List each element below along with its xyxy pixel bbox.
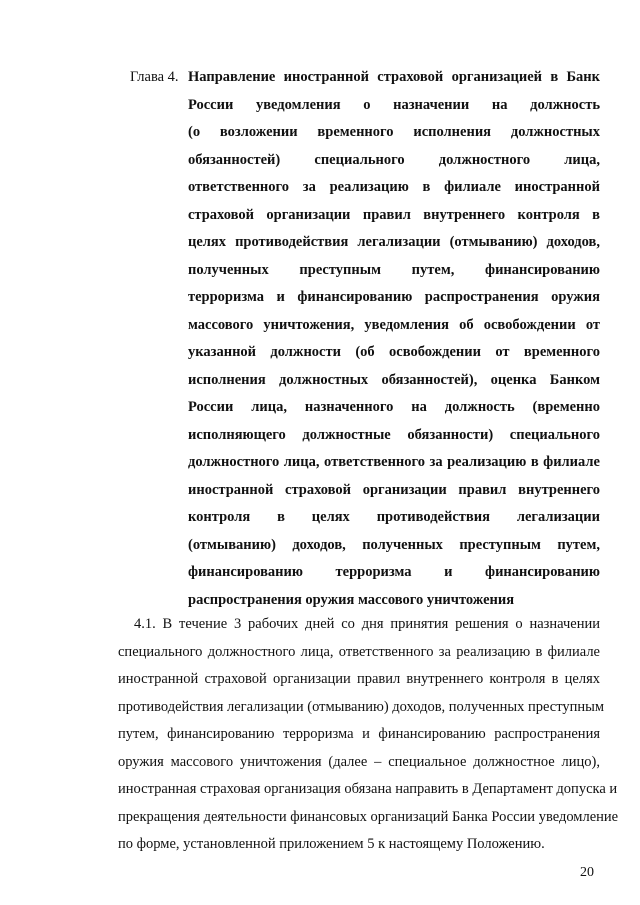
chapter-title-line: (о возложении временного исполнения должностных	[188, 124, 600, 140]
chapter-title-line: России уведомления о назначении на должность	[188, 96, 600, 113]
chapter-title-line: указанной должности (об освобождении от временного	[188, 344, 600, 360]
page-number: 20	[580, 865, 594, 880]
chapter-title-line: Направление иностранной страховой организацией в Банк	[188, 69, 600, 85]
chapter-title-line: обязанностей) специального должностного лица,	[188, 151, 600, 168]
chapter-title-line: распространения оружия массового уничтожения	[188, 591, 515, 608]
chapter-title-line: (отмыванию) доходов, полученных преступным путем,	[188, 536, 600, 553]
chapter-title-line: ответственного за реализацию в филиале иностранной	[188, 179, 600, 195]
paragraph-line: оружия массового уничтожения (далее – специальное должностное лицо),	[118, 753, 600, 770]
chapter-title-line: иностранной страховой организации правил внутреннего	[188, 481, 600, 498]
chapter-label: Глава 4.	[130, 69, 179, 85]
chapter-title-line: исполняющего должностные обязанности) специального	[188, 426, 600, 443]
chapter-title-line: полученных преступным путем, финансированию	[188, 261, 600, 278]
chapter-title	[188, 64, 600, 614]
chapter-title-line: терроризма и финансированию распространения оружия	[188, 289, 600, 305]
paragraph-line: иностранной страховой организации правил внутреннего контроля в целях	[118, 671, 600, 687]
paragraph-line: 4.1. В течение 3 рабочих дней со дня принятия решения о назначении	[134, 616, 600, 632]
paragraph-line: путем, финансированию терроризма и финансированию распространения	[118, 726, 600, 742]
paragraph-line: специального должностного лица, ответственного за реализацию в филиале	[118, 643, 600, 660]
chapter-title-line: финансированию терроризма и финансированию	[188, 564, 600, 580]
chapter-title-line: России лица, назначенного на должность (временно	[188, 399, 600, 415]
chapter-title-line: исполнения должностных обязанностей), оценка Банком	[188, 371, 600, 388]
chapter-title-line: массового уничтожения, уведомления об освобождении от	[188, 316, 600, 333]
chapter-title-line: должностного лица, ответственного за реализацию в филиале	[188, 454, 600, 470]
paragraph-line: противодействия легализации (отмыванию) доходов, полученных преступным	[118, 698, 605, 715]
paragraph-4-1	[118, 611, 619, 859]
chapter-title-line: контроля в целях противодействия легализации	[188, 509, 600, 525]
chapter-title-line: страховой организации правил внутреннего контроля в	[188, 206, 600, 223]
paragraph-line: прекращения деятельности финансовых организаций Банка России уведомление	[118, 808, 619, 825]
chapter-title-line: целях противодействия легализации (отмыванию) доходов,	[188, 234, 600, 250]
paragraph-line: по форме, установленной приложением 5 к настоящему Положению.	[118, 836, 545, 852]
paragraph-line: иностранная страховая организация обязана направить в Департамент допуска и	[118, 781, 618, 797]
